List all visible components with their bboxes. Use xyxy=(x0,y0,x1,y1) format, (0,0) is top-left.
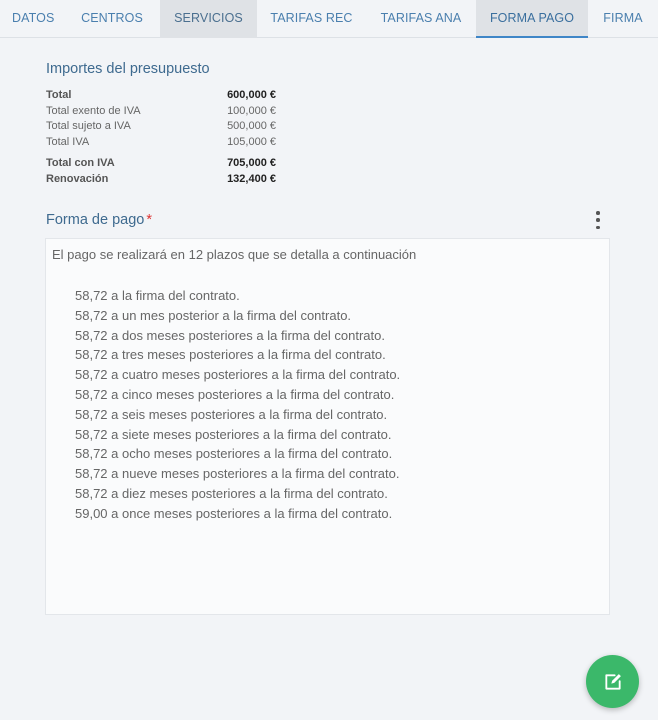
importes-value: 132,400 € xyxy=(227,172,276,185)
importes-value: 105,000 € xyxy=(227,135,276,148)
importes-label: Total con IVA xyxy=(46,157,115,169)
importes-label: Total sujeto a IVA xyxy=(46,120,131,132)
plazo-line: 58,72 a cinco meses posteriores a la firma del contrato. xyxy=(75,386,395,402)
tab-datos[interactable]: DATOS xyxy=(12,11,55,25)
plazo-line: 58,72 a la firma del contrato. xyxy=(75,288,240,303)
importes-row-total-con-iva xyxy=(46,156,276,172)
importes-label: Total exento de IVA xyxy=(46,104,141,117)
plazo-line: 58,72 a seis meses posteriores a la firma del contrato. xyxy=(75,406,388,422)
plazo-line: 58,72 a tres meses posteriores a la firma del contrato. xyxy=(75,347,386,363)
edit-icon xyxy=(603,672,623,692)
importes-value: 705,000 € xyxy=(227,157,276,169)
tab-centros[interactable]: CENTROS xyxy=(81,11,143,25)
plazo-line: 58,72 a cuatro meses posteriores a la firma del contrato. xyxy=(75,367,401,383)
importes-value: 600,000 € xyxy=(227,89,276,101)
tab-tarifas-rec[interactable]: TARIFAS REC xyxy=(270,11,353,25)
importes-label: Renovación xyxy=(46,172,109,185)
tab-bar xyxy=(0,0,658,38)
plazo-line: 58,72 a diez meses posteriores a la firma del contrato. xyxy=(75,485,388,501)
required-mark: * xyxy=(146,212,152,228)
plazos-list xyxy=(75,286,400,524)
importes-row-renovacion xyxy=(46,172,276,188)
edit-button[interactable] xyxy=(586,655,639,708)
importes-label: Total xyxy=(46,89,72,101)
forma-pago-textarea[interactable] xyxy=(45,238,610,615)
tab-forma-pago[interactable]: FORMA PAGO xyxy=(476,0,588,38)
importes-row-sujeto xyxy=(46,119,276,135)
importes-value: 100,000 € xyxy=(227,104,276,117)
plazo-line: 58,72 a ocho meses posteriores a la firma del contrato. xyxy=(75,446,393,462)
importes-row-iva xyxy=(46,135,276,151)
plazo-line: 59,00 a once meses posteriores a la firma del contrato. xyxy=(75,505,393,521)
more-vertical-icon[interactable] xyxy=(592,211,604,229)
tab-firma[interactable]: FIRMA xyxy=(603,11,643,25)
plazo-line: 58,72 a nueve meses posteriores a la firma del contrato. xyxy=(75,466,400,482)
tab-tarifas-ana[interactable]: TARIFAS ANA xyxy=(380,11,462,25)
forma-pago-title xyxy=(46,212,152,228)
plazo-line: 58,72 a un mes posterior a la firma del contrato. xyxy=(75,307,352,323)
importes-value: 500,000 € xyxy=(227,120,276,132)
forma-pago-title-text: Forma de pago xyxy=(46,212,145,228)
forma-pago-intro: El pago se realizará en 12 plazos que se detalla a continuación xyxy=(52,247,417,262)
tab-servicios[interactable]: SERVICIOS xyxy=(160,0,257,38)
importes-title: Importes del presupuesto xyxy=(46,61,210,77)
importes-label: Total IVA xyxy=(46,135,90,148)
plazo-line: 58,72 a siete meses posteriores a la firma del contrato. xyxy=(75,426,392,442)
importes-row-total xyxy=(46,88,276,104)
importes-row-exento xyxy=(46,104,276,120)
importes-table xyxy=(46,88,276,187)
plazo-line: 58,72 a dos meses posteriores a la firma del contrato. xyxy=(75,327,385,343)
